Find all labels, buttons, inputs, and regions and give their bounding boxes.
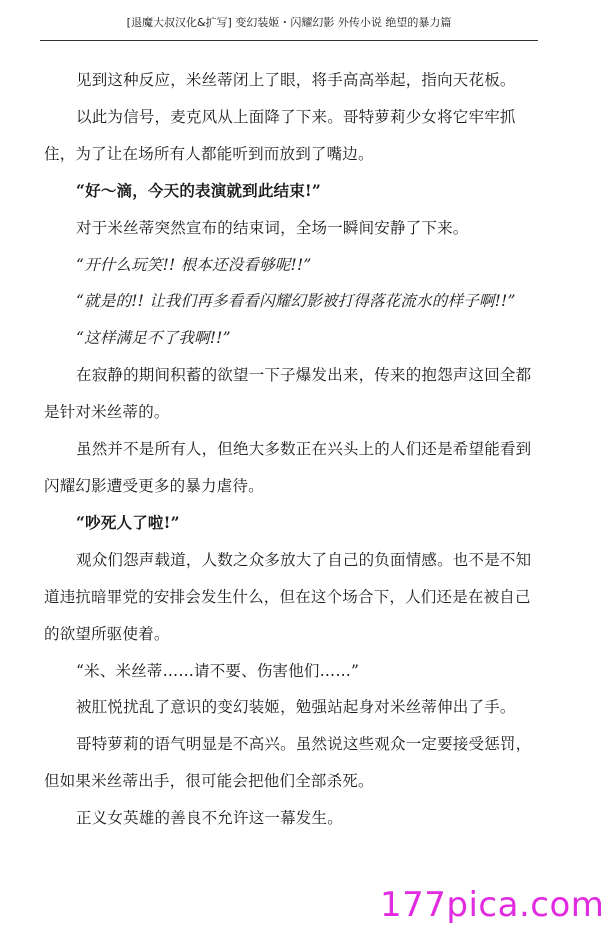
paragraph: 观众们怨声载道，人数之众多放大了自己的负面情感。也不是不知道违抗暗罪党的安排会发生什么，但在这个场合下，人们还是在被自己的欲望所驱使着。	[44, 550, 532, 643]
dialogue-line: “就是的!! 让我们再多看看闪耀幻影被打得落花流水的样子啊!!”	[76, 292, 516, 311]
paragraph: 见到这种反应，米丝蒂闭上了眼，将手高高举起，指向天花板。	[76, 71, 516, 89]
dialogue-line: “吵死人了啦!”	[76, 512, 180, 532]
paragraph: 在寂静的期间积蓄的欲望一下子爆发出来，传来的抱怨声这回全都是针对米丝蒂的。	[44, 366, 532, 422]
paragraph: 对于米丝蒂突然宣布的结束词，全场一瞬间安静了下来。	[76, 218, 469, 237]
dialogue-line: “开什么玩笑!! 根本还没看够呢!!”	[76, 255, 312, 274]
page-header: [退魔大叔汉化&扩写] 变幻装姬・闪耀幻影 外传小说 绝望的暴力篇	[126, 16, 452, 29]
dialogue-line: “米、米丝蒂……请不要、伤害他们……”	[76, 661, 360, 680]
paragraph: 哥特萝莉的语气明显是不高兴。虽然说这些观众一定要接受惩罚，但如果米丝蒂出手，很可能会把他们全部杀死。	[44, 735, 532, 791]
site-watermark: 177pica.com	[380, 885, 605, 925]
paragraph: 正义女英雄的善良不允许这一幕发生。	[76, 809, 343, 828]
dialogue-line: “这样满足不了我啊!!”	[76, 329, 231, 348]
paragraph: 被肛悦扰乱了意识的变幻装姬，勉强站起身对米丝蒂伸出了手。	[76, 698, 516, 717]
document-body	[44, 62, 544, 837]
header-divider	[40, 40, 538, 41]
paragraph: 虽然并不是所有人，但绝大多数正在兴头上的人们还是希望能看到闪耀幻影遭受更多的暴力虐待。	[44, 440, 532, 495]
paragraph: 以此为信号，麦克风从上面降了下来。哥特萝莉少女将它牢牢抓住，为了让在场所有人都能听到而放到了嘴边。	[44, 107, 516, 163]
dialogue-line: “好～滴，今天的表演就到此结束!”	[76, 180, 322, 200]
